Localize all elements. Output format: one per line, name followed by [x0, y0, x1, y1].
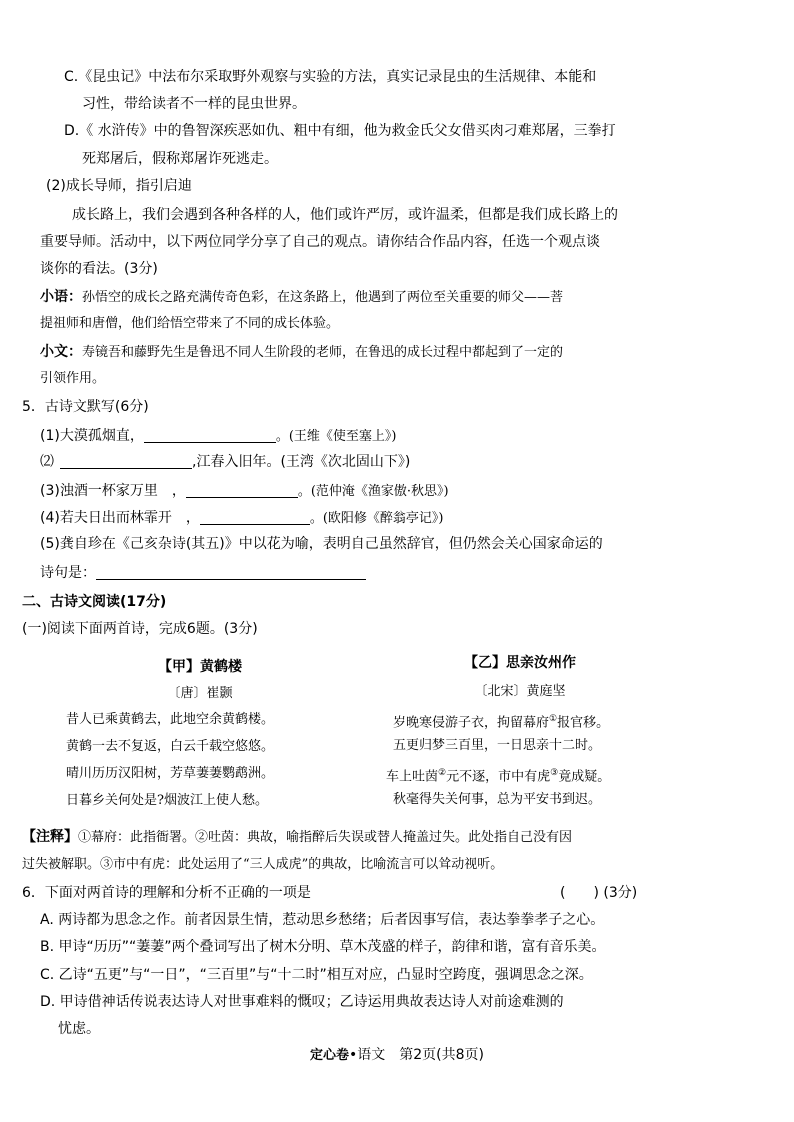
xiaowen-text-1: 寿镜吾和藤野先生是鲁迅不同人生阶段的老师，在鲁迅的成长过程中都起到了一定的	[82, 345, 564, 360]
q5-blank-1[interactable]	[144, 428, 276, 443]
footer-brand: 定心卷	[309, 1048, 349, 1063]
sub-question-2-title: (2)成长导师，指引启迪	[46, 178, 192, 194]
sub2-paragraph-line-3: 谈你的看法。(3分)	[40, 261, 158, 277]
option-d-line-2: 死郑屠后，假称郑屠诈死逃走。	[82, 151, 278, 167]
poem-a-title: 【甲】黄鹤楼	[158, 659, 242, 675]
option-d-line-1: D.《 水浒传》中的鲁智深疾恶如仇、粗中有细，他为救金氏父女借买肉刁难郑屠，三拳打	[64, 123, 616, 139]
poem-b-line-3-a: 车上吐茵	[386, 769, 439, 785]
poem-a-line-3: 晴川历历汉阳树，芳草萋萋鹦鹉洲。	[66, 766, 275, 781]
q5-item-4-text: (4)若夫日出而林霏开 ，	[40, 510, 200, 526]
section-2-title: 二、古诗文阅读(17分)	[22, 594, 167, 610]
poem-b-line-1-b: 报官移。	[557, 715, 610, 731]
sub2-paragraph-line-1: 成长路上，我们会遇到各种各样的人，他们或许严厉，或许温柔，但都是我们成长路上的	[72, 207, 618, 223]
q5-item-3-text: (3)浊酒一杯家万里 ，	[40, 483, 186, 499]
note-ref-3: ③	[550, 768, 559, 778]
question-6-answer-slot[interactable]: ( ) (3分)	[560, 885, 638, 901]
poem-b-line-2: 五更归梦三百里，一日思亲十二时。	[393, 738, 602, 753]
q5-item-1-text: (1)大漠孤烟直，	[40, 428, 144, 444]
poem-b-line-3-c: 竟成疑。	[558, 769, 611, 785]
q6-option-a: A. 两诗都为思念之作。前者因景生情，惹动思乡愁绪；后者因事写信，表达拳拳孝子之心。	[40, 912, 605, 928]
q5-item-2-num: ⑵	[40, 454, 54, 470]
xiaowen-label: 小文：	[40, 344, 82, 360]
q6-option-b: B. 甲诗“历历”“萋萋”两个叠词写出了树木分明、草木茂盛的样子，韵律和谐，富有音乐美。	[40, 939, 606, 955]
q5-blank-5[interactable]	[96, 565, 366, 580]
poem-a-line-2: 黄鹤一去不复返，白云千载空悠悠。	[66, 739, 275, 754]
q5-item-4	[40, 508, 444, 529]
notes-line-1	[22, 827, 572, 848]
xiaoyu-line-1	[40, 287, 563, 308]
poem-b-line-4: 秋毫得失关何事，总为平安书到迟。	[393, 792, 602, 807]
poem-b-line-3-b: 元不逐，市中有虎	[446, 769, 551, 785]
q5-blank-4[interactable]	[200, 510, 310, 525]
q5-item-1	[40, 426, 397, 447]
xiaowen-line-2: 引领作用。	[40, 371, 106, 386]
section-2-sub-1: (一)阅读下面两首诗，完成6题。(3分)	[22, 621, 258, 637]
poem-b-line-3	[386, 763, 610, 787]
notes-text-1: ①幕府：此指衙署。②吐茵：典故，喻指醉后失误或替人掩盖过失。此处指自己没有因	[78, 830, 573, 845]
poem-a-line-4: 日暮乡关何处是?烟波江上使人愁。	[66, 793, 268, 808]
poem-a-author: 〔唐〕崔颢	[167, 686, 233, 701]
q5-item-1-source: 。(王维《使至塞上》)	[275, 429, 397, 444]
question-5-title: 5．古诗文默写(6分)	[22, 399, 149, 415]
notes-line-2: 过失被解职。③市中有虎：此处运用了“三人成虎”的典故，比喻流言可以耸动视听。	[22, 857, 504, 872]
sub2-paragraph-line-2: 重要导师。活动中，以下两位同学分享了自己的观点。请你结合作品内容，任选一个观点谈	[40, 234, 600, 250]
xiaowen-line-1	[40, 342, 563, 363]
poem-b-author: 〔北宋〕黄庭坚	[474, 684, 566, 699]
q5-blank-2[interactable]	[60, 454, 192, 469]
q5-item-5-line-1: (5)龚自珍在《己亥杂诗(其五)》中以花为喻，表明自己虽然辞官，但仍然会关心国家命运的	[40, 536, 603, 552]
notes-label: 【注释】	[22, 829, 78, 845]
note-ref-1: ①	[549, 714, 558, 724]
xiaoyu-line-2: 提祖师和唐僧，他们给悟空带来了不同的成长体验。	[40, 316, 340, 331]
xiaoyu-text-1: 孙悟空的成长之路充满传奇色彩，在这条路上，他遇到了两位至关重要的师父——菩	[82, 290, 564, 305]
question-6-stem: 6．下面对两首诗的理解和分析不正确的一项是	[22, 885, 311, 901]
page-footer	[0, 1045, 794, 1066]
poem-b-line-1	[393, 709, 609, 733]
q5-item-4-source: 。(欧阳修《醉翁亭记》)	[309, 511, 444, 526]
q6-option-d-line-2: 忧虑。	[58, 1021, 100, 1037]
option-c-line-1: C.《昆虫记》中法布尔采取野外观察与实验的方法，真实记录昆虫的生活规律、本能和	[64, 69, 597, 85]
xiaoyu-label: 小语：	[40, 289, 82, 305]
q5-item-2	[40, 452, 410, 472]
q5-blank-3[interactable]	[186, 483, 298, 498]
poem-a-line-1: 昔人已乘黄鹤去，此地空余黄鹤楼。	[66, 712, 275, 727]
poem-b-line-1-a: 岁晚寒侵游子衣，拘留幕府	[393, 715, 550, 731]
q5-item-2-text: ,江春入旧年。(王湾《次北固山下》)	[192, 454, 411, 470]
q5-item-5-line-2	[40, 563, 366, 583]
q6-option-d-line-1: D. 甲诗借神话传说表达诗人对世事难料的慨叹；乙诗运用典故表达诗人对前途难测的	[40, 994, 564, 1010]
q5-item-3-source: 。(范仲淹《渔家傲·秋思》)	[297, 484, 449, 499]
note-ref-2: ②	[438, 768, 447, 778]
poem-b-title: 【乙】思亲汝州作	[464, 655, 576, 671]
q5-item-5-label: 诗句是：	[40, 565, 96, 581]
footer-page-text: •语文 第2页(共8页)	[349, 1047, 484, 1063]
q6-option-c: C. 乙诗“五更”与“一日”，“三百里”与“十二时”相互对应，凸显时空跨度，强调思念之深。	[40, 967, 593, 983]
option-c-line-2: 习性，带给读者不一样的昆虫世界。	[82, 96, 306, 112]
q5-item-3	[40, 481, 449, 502]
